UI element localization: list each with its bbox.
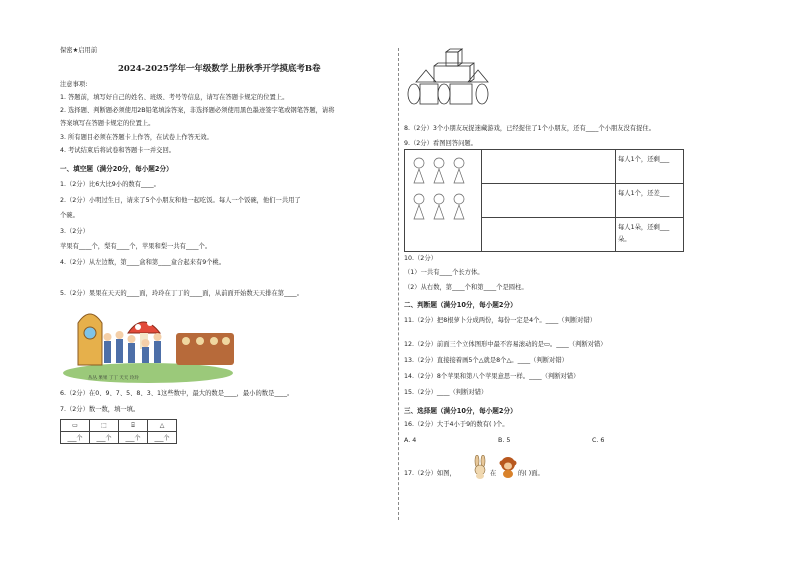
question-2-cont: 个碗。 [60, 212, 79, 219]
option-c[interactable]: C. 6 [592, 437, 605, 444]
q9-row-3-text: 每人1朵，还剩___朵。 [618, 224, 670, 243]
rectangle-icon: ▭ [72, 422, 78, 429]
count-cell-rect [61, 420, 90, 432]
section-choice-title: 三、选择题（满分10分，每小题2分） [404, 407, 517, 415]
secret-label: 保密★启用前 [60, 47, 98, 54]
notice-title: 注意事项: [60, 81, 88, 88]
triangle-icon: △ [159, 422, 165, 429]
option-a[interactable]: A. 4 [404, 437, 417, 444]
question-7: 7.（2分）数一数，填一填。 [60, 406, 140, 413]
question-4: 4.（2分）从左边数，第____盒和第____盒合起来有9个桃。 [60, 259, 226, 266]
count-cell-cube [90, 420, 119, 432]
q9-row-1 [481, 150, 683, 184]
q9-row-3 [481, 218, 683, 251]
count-answer-3[interactable]: ___个 [119, 432, 148, 444]
count-answer-4[interactable]: ___个 [148, 432, 177, 444]
notice-line-5: 4. 考试结束后将试卷和答题卡一并交回。 [60, 147, 176, 154]
count-cell-cylinder [119, 420, 148, 432]
question-15: 15.（2分）____（判断对错） [404, 389, 488, 396]
question-10: 10.（2分） [404, 255, 437, 262]
question-3: 3.（2分） [60, 228, 89, 235]
question-3-text: 苹果有____个，梨有____个，苹果和梨一共有____个。 [60, 243, 212, 250]
question-13: 13.（2分）直接接着画5个△就是8个△。____（判断对错） [404, 357, 568, 364]
question-2: 2.（2分）小明过生日，请来了5个小朋友和他一起吃饭。每人一个饭碗，他们一共用了 [60, 197, 301, 204]
question-14: 14.（2分）8个苹果和第八个苹果意思一样。____（判断对错） [404, 373, 580, 380]
cylinder-icon: ⌸ [131, 421, 135, 429]
section-judge-title: 二、判断题（满分10分，每小题2分） [404, 301, 517, 309]
column-divider [398, 48, 399, 520]
question-16: 16.（2分）大于4小于9的数有( )个。 [404, 421, 509, 428]
question-8: 8.（2分）3个小朋友玩捉迷藏游戏，已经捉住了1个小朋友，还有____个小朋友没有捉住。 [404, 125, 656, 132]
monkey-icon [498, 455, 518, 479]
children-picture [409, 155, 475, 225]
question-1: 1.（2分）比6大比9小的数有____。 [60, 181, 160, 188]
count-cell-triangle [148, 420, 177, 432]
question-9-box [404, 149, 684, 252]
q9-row-2-text: 每人1个，还差___ [618, 190, 670, 197]
question-6: 6.（2分）在0、9、7、5、8、3、1这些数中，最大的数是____，最小的数是____。 [60, 390, 294, 397]
queue-illustration [58, 303, 238, 385]
question-9: 9.（2分）看图回答问题。 [404, 140, 477, 147]
question-12: 12.（2分）前面三个立体图形中最不容易滚动的是▭。____（判断对错） [404, 341, 607, 348]
cube-icon: ⬚ [101, 422, 107, 429]
count-answer-1[interactable]: ___个 [61, 432, 90, 444]
question-17: 17.（2分）如图， [404, 470, 456, 477]
notice-line-3: 答案填写在答题卡规定的位置上。 [60, 120, 155, 127]
count-answer-2[interactable]: ___个 [90, 432, 119, 444]
question-10-part-1: （1）一共有____个长方体。 [404, 269, 484, 276]
q9-row-divider [615, 184, 616, 217]
count-table [60, 419, 177, 444]
question-11: 11.（2分）把8根萝卜分成两份，每份一定是4个。____（判断对错） [404, 317, 597, 324]
question-5: 5.（2分）果果在天天的____面，玲玲在丁丁的____面，从前面开始数天天排在第____。 [60, 290, 303, 297]
option-b[interactable]: B. 5 [498, 437, 511, 444]
notice-line-4: 3. 所有题目必须在答题卡上作答，在试卷上作答无效。 [60, 134, 213, 141]
queue-names: 丛丛 果果 丁丁 天天 玲玲 [88, 376, 139, 381]
q9-row-divider [615, 150, 616, 183]
question-10-part-2: （2）从右数，第____个和第____个是圆柱。 [404, 284, 528, 291]
notice-line-2: 2. 选择题、判断题必须使用2B铅笔填涂答案，非选择题必须使用黑色墨迹签字笔或钢笔答题，请将 [60, 107, 335, 114]
q9-row-divider [615, 218, 616, 251]
rabbit-icon [472, 455, 488, 479]
q9-row-2 [481, 184, 683, 218]
solids-stack-figure [404, 48, 494, 108]
notice-line-1: 1. 答题前，填写好自己的姓名、班级、考号等信息，请写在答题卡规定的位置上。 [60, 94, 289, 101]
question-17-end: 的( )面。 [518, 470, 544, 477]
q9-row-1-text: 每人1个，还剩___ [618, 156, 670, 163]
question-17-mid: 在 [490, 470, 497, 477]
section-fill-title: 一、填空题（满分20分，每小题2分） [60, 165, 173, 173]
exam-title: 2024-2025学年一年级数学上册秋季开学摸底考B卷 [118, 64, 321, 74]
